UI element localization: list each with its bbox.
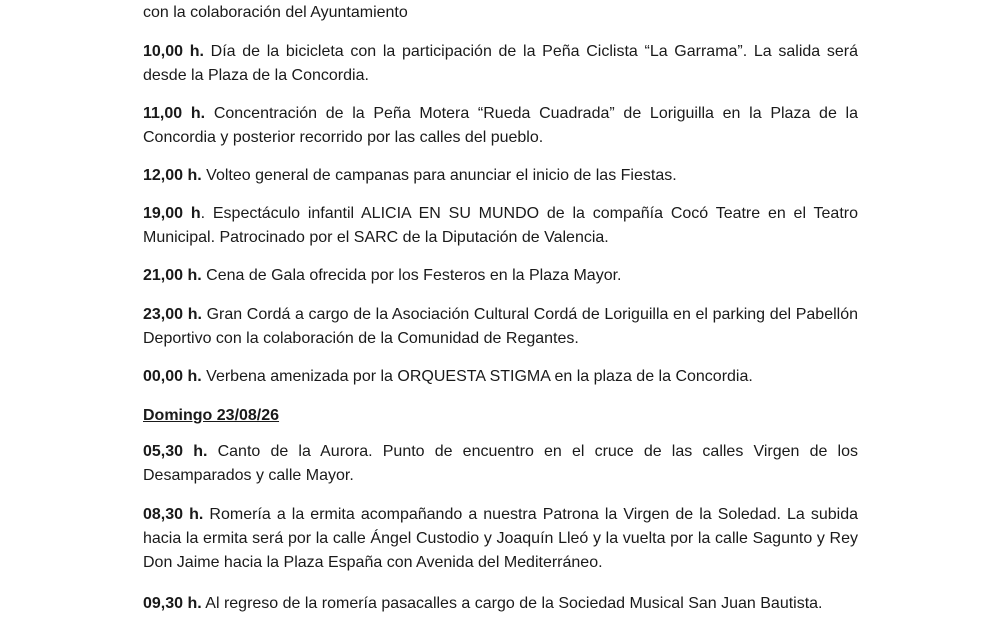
event-time: 00,00 h. bbox=[143, 368, 202, 385]
event-paragraph bbox=[143, 164, 858, 188]
event-description: . Espectáculo infantil ALICIA EN SU MUNDO de la compañía Cocó Teatre en el Teatro Municipal. Patrocinado por el SARC de la Diputación de Valencia. bbox=[143, 205, 858, 246]
event-description: Cena de Gala ofrecida por los Festeros en la Plaza Mayor. bbox=[206, 267, 622, 284]
intro-tail-text: con la colaboración del Ayuntamiento bbox=[143, 4, 408, 21]
event-paragraph bbox=[143, 202, 858, 250]
event-paragraph bbox=[143, 264, 858, 288]
day-heading: Domingo 23/08/26 bbox=[143, 407, 280, 424]
event-time: 05,30 h. bbox=[143, 443, 208, 460]
event-description: Gran Cordá a cargo de la Asociación Cultural Cordá de Loriguilla en el parking del Pabellón Deportivo con la colaboración de la Comunidad de Regantes. bbox=[143, 306, 858, 347]
event-time: 08,30 h. bbox=[143, 506, 204, 523]
event-paragraph bbox=[143, 503, 858, 575]
event-time: 23,00 h. bbox=[143, 306, 202, 323]
intro-tail-paragraph bbox=[143, 1, 858, 25]
event-paragraph bbox=[143, 592, 858, 616]
event-paragraph bbox=[143, 40, 858, 88]
event-paragraph bbox=[143, 365, 858, 389]
event-time: 09,30 h. bbox=[143, 595, 202, 612]
event-description: Día de la bicicleta con la participación de la Peña Ciclista “La Garrama”. La salida será desde la Plaza de la Concordia. bbox=[143, 43, 859, 84]
event-time: 12,00 h. bbox=[143, 167, 202, 184]
event-paragraph bbox=[143, 440, 858, 488]
event-time: 11,00 h. bbox=[143, 105, 206, 122]
event-description: Volteo general de campanas para anunciar el inicio de las Fiestas. bbox=[206, 167, 677, 184]
event-time: 19,00 h bbox=[143, 205, 201, 222]
event-paragraph bbox=[143, 303, 858, 351]
event-description: Al regreso de la romería pasacalles a cargo de la Sociedad Musical San Juan Bautista. bbox=[205, 595, 823, 612]
event-description: Concentración de la Peña Motera “Rueda Cuadrada” de Loriguilla en la Plaza de la Concordia y posterior recorrido por las calles del pueblo. bbox=[143, 105, 859, 146]
event-description: Canto de la Aurora. Punto de encuentro en el cruce de las calles Virgen de los Desamparados y calle Mayor. bbox=[143, 443, 859, 484]
event-description: Romería a la ermita acompañando a nuestra Patrona la Virgen de la Soledad. La subida hacia la ermita será por la calle Ángel Custodio y Joaquín Lleó y la vuelta por la calle Sagunto y Rey Don Jaime hacia la Plaza España con Avenida del Mediterráneo. bbox=[143, 506, 858, 571]
event-time: 10,00 h. bbox=[143, 43, 204, 60]
event-paragraph bbox=[143, 102, 858, 150]
event-description: Verbena amenizada por la ORQUESTA STIGMA en la plaza de la Concordia. bbox=[206, 368, 753, 385]
event-time: 21,00 h. bbox=[143, 267, 202, 284]
